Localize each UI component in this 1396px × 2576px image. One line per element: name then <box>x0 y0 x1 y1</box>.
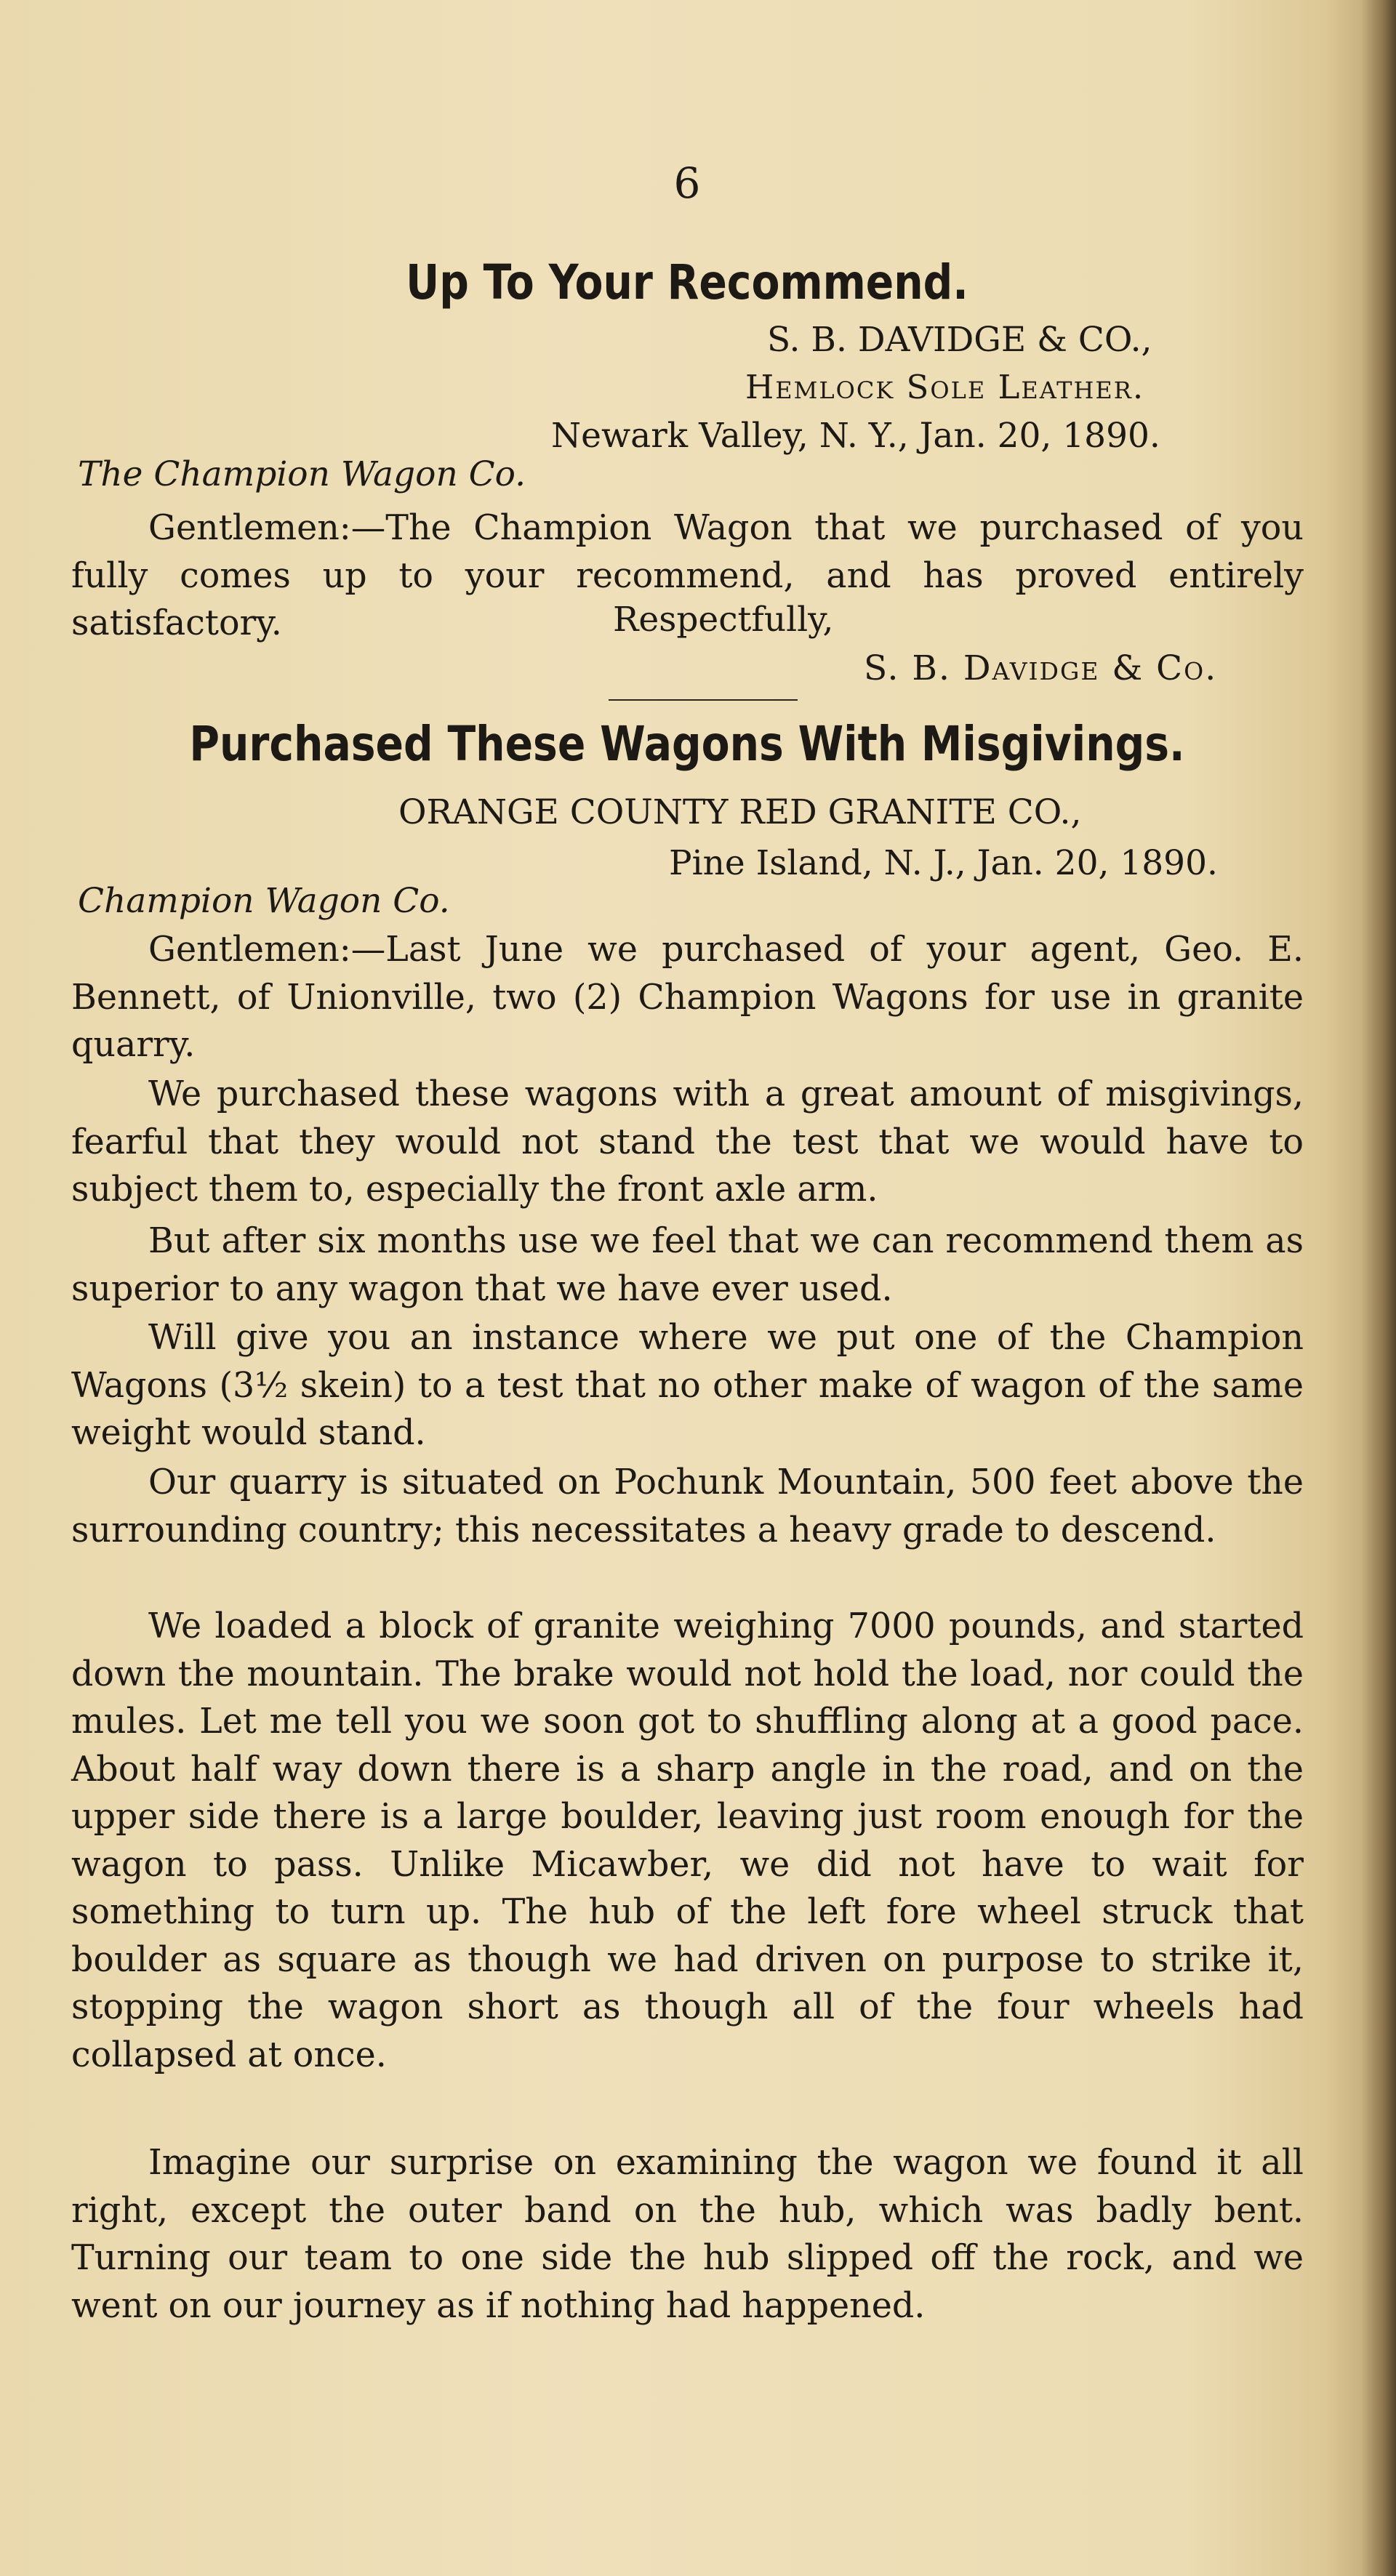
paragraph-6: We loaded a block of granite weighing 7000 pounds, and started down the mountain. The brake would not hold the load, nor could the mules. Let me tell you we soon got to shuffling along at a good pace. About half way down there is a sharp angle in the road, and on the upper side there is a large boulder, leaving just room enough for the wagon to pass. Unlike Micawber, we did not have to wait for something to turn up. The hub of the left fore wheel struck that boulder as square as though we had driven on purpose to strike it, stopping the wagon short as though all of the four wheels had collapsed at once. <box>71 1606 1304 2075</box>
page-number: 6 <box>673 158 701 208</box>
letter1-company: S. B. DAVIDGE & CO., <box>767 320 1152 360</box>
letter2-place-date: Pine Island, N. J., Jan. 20, 1890. <box>669 843 1218 883</box>
letter1-body: Gentlemen:—The Champion Wagon that we purchased of you fully comes up to your recommend, and has proved entirely satisfactory. <box>71 508 1304 643</box>
letter1-closing: Respectfully, <box>613 600 834 640</box>
paragraph-4: Will give you an instance where we put one of the Champion Wagons (3½ skein) to a test that no other make of wagon of the same weight would stand. <box>71 1318 1304 1453</box>
page-edge-shadow <box>1361 0 1396 2576</box>
letter1-place-date: Newark Valley, N. Y., Jan. 20, 1890. <box>551 416 1160 456</box>
letter1-heading: Up To Your Recommend. <box>406 254 968 310</box>
letter2-company: ORANGE COUNTY RED GRANITE CO., <box>398 792 1082 832</box>
section-divider <box>609 699 798 701</box>
letter1-signature: S. B. Davidge & Co. <box>864 648 1218 688</box>
paragraph-7: Imagine our surprise on examining the wagon we found it all right, except the outer band on the hub, which was badly bent. Turning our team to one side the hub slipped off the rock, and we went on our journey as if nothing had happened. <box>71 2143 1304 2326</box>
paragraph-3: But after six months use we feel that we can recommend them as superior to any wagon that we have ever used. <box>71 1221 1304 1309</box>
paragraph-2: We purchased these wagons with a great amount of misgivings, fearful that they would not stand the test that we would have to subject them to, especially the front axle arm. <box>71 1074 1304 1209</box>
paragraph-1: Gentlemen:—Last June we purchased of your agent, Geo. E. Bennett, of Unionville, two (2) Champion Wagons for use in granite quarry. <box>71 930 1304 1065</box>
paragraph-5: Our quarry is situated on Pochunk Mountain, 500 feet above the surrounding country; this necessitates a heavy grade to descend. <box>71 1462 1304 1550</box>
letter1-addressee: The Champion Wagon Co. <box>78 454 526 494</box>
letter2-addressee: Champion Wagon Co. <box>78 881 450 921</box>
letter1-business: Hemlock Sole Leather. <box>745 368 1145 406</box>
letter2-heading: Purchased These Wagons With Misgivings. <box>189 716 1185 772</box>
